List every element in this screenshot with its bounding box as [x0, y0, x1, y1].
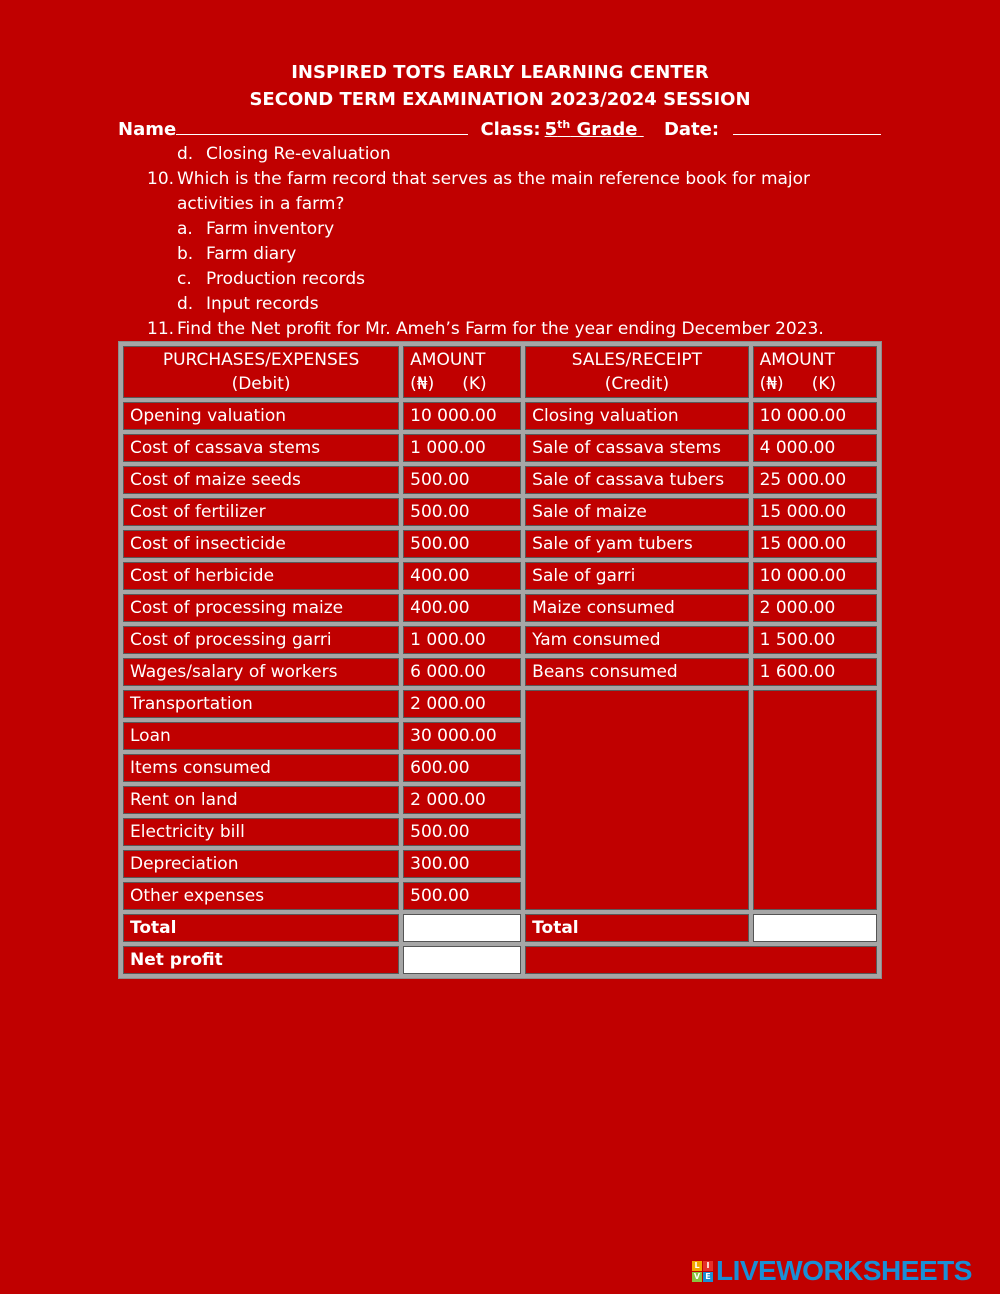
date-blank [733, 116, 881, 135]
debit-item: Cost of herbicide [123, 562, 399, 590]
logo-letter: V [693, 1271, 701, 1281]
debit-item: Wages/salary of workers [123, 658, 399, 686]
debit-amount: 10 000.00 [403, 402, 521, 430]
question-11-text: Find the Net profit for Mr. Ameh’s Farm for the year ending December 2023. [177, 319, 824, 339]
debit-item: Items consumed [123, 754, 399, 782]
credit-header-title: SALES/RECEIPT [571, 350, 703, 370]
option-letter: d. [177, 294, 194, 314]
debit-item: Cost of processing maize [123, 594, 399, 622]
naira-label: (₦) [759, 374, 784, 394]
debit-item: Opening valuation [123, 402, 399, 430]
net-profit-empty [525, 946, 877, 974]
class-number: 5 [544, 119, 558, 140]
debit-item: Cost of cassava stems [123, 434, 399, 462]
credit-item: Sale of yam tubers [525, 530, 748, 558]
table-row [123, 498, 877, 526]
credit-item: Sale of cassava stems [525, 434, 748, 462]
table-header-row [123, 346, 877, 398]
date-label: Date: [663, 119, 720, 140]
net-profit-cell[interactable] [403, 946, 521, 974]
debit-amount: 500.00 [403, 818, 521, 846]
debit-total-cell[interactable] [403, 914, 521, 942]
option-text: Farm diary [206, 244, 297, 264]
total-row [123, 914, 877, 942]
class-label: Class: [480, 119, 541, 140]
credit-amount-empty-block [753, 690, 877, 910]
debit-total-label: Total [123, 914, 399, 942]
credit-amount: 2 000.00 [753, 594, 877, 622]
debit-total-input[interactable] [404, 916, 520, 940]
credit-amount: 4 000.00 [753, 434, 877, 462]
debit-item: Cost of maize seeds [123, 466, 399, 494]
credit-amount: 15 000.00 [753, 498, 877, 526]
debit-item: Depreciation [123, 850, 399, 878]
net-profit-row [123, 946, 877, 974]
class-suffix: Grade [570, 119, 638, 140]
naira-label: (₦) [410, 374, 435, 394]
exam-title: SECOND TERM EXAMINATION 2023/2024 SESSION [249, 89, 751, 110]
debit-item: Rent on land [123, 786, 399, 814]
debit-item: Cost of fertilizer [123, 498, 399, 526]
farm-account-table [118, 341, 882, 979]
logo-letter: L [692, 1261, 702, 1271]
option-letter: a. [177, 219, 193, 239]
name-label: Name [118, 119, 177, 140]
table-row [123, 466, 877, 494]
debit-header [123, 346, 399, 398]
debit-amount: 400.00 [403, 562, 521, 590]
debit-amount: 1 000.00 [403, 434, 521, 462]
debit-amount: 30 000.00 [403, 722, 521, 750]
debit-item: Cost of processing garri [123, 626, 399, 654]
liveworksheets-logo [692, 1255, 972, 1287]
credit-item: Yam consumed [525, 626, 748, 654]
debit-amount: 500.00 [403, 882, 521, 910]
credit-amount: 1 600.00 [753, 658, 877, 686]
debit-item: Loan [123, 722, 399, 750]
credit-total-cell[interactable] [753, 914, 877, 942]
logo-letter: E [703, 1272, 713, 1282]
student-info-line [118, 116, 888, 140]
table-row [123, 562, 877, 590]
credit-item: Closing valuation [525, 402, 748, 430]
table-row [123, 658, 877, 686]
credit-amount: 15 000.00 [753, 530, 877, 558]
question-10-number: 10. [147, 169, 175, 189]
debit-amount: 600.00 [403, 754, 521, 782]
credit-amount: 10 000.00 [753, 562, 877, 590]
debit-amount-header [403, 346, 521, 398]
amount-header-title: AMOUNT [410, 350, 486, 370]
option-letter: c. [177, 269, 192, 289]
net-profit-input[interactable] [404, 948, 520, 972]
table-row [123, 402, 877, 430]
class-value [545, 119, 644, 140]
table-row [123, 434, 877, 462]
debit-amount: 500.00 [403, 498, 521, 526]
credit-item: Sale of garri [525, 562, 748, 590]
credit-empty-block [525, 690, 748, 910]
option-text: Farm inventory [206, 219, 335, 239]
credit-amount: 1 500.00 [753, 626, 877, 654]
option-letter: d. [177, 144, 194, 164]
debit-item: Transportation [123, 690, 399, 718]
credit-amount: 25 000.00 [753, 466, 877, 494]
question-11-number: 11. [147, 319, 175, 339]
option-text: Closing Re-evaluation [206, 144, 391, 164]
table-row [123, 530, 877, 558]
debit-item: Cost of insecticide [123, 530, 399, 558]
debit-amount: 2 000.00 [403, 690, 521, 718]
debit-amount: 2 000.00 [403, 786, 521, 814]
table-row [123, 594, 877, 622]
debit-amount: 300.00 [403, 850, 521, 878]
debit-header-title: PURCHASES/EXPENSES [162, 350, 360, 370]
debit-amount: 500.00 [403, 466, 521, 494]
kobo-label: (K) [811, 374, 837, 394]
credit-total-label: Total [525, 914, 748, 942]
logo-mark-icon [692, 1261, 713, 1282]
debit-amount: 400.00 [403, 594, 521, 622]
question-10-line2: activities in a farm? [177, 194, 345, 214]
table-row [123, 690, 877, 718]
credit-amount: 10 000.00 [753, 402, 877, 430]
credit-total-input[interactable] [754, 916, 876, 940]
debit-amount: 1 000.00 [403, 626, 521, 654]
debit-amount: 6 000.00 [403, 658, 521, 686]
school-title: INSPIRED TOTS EARLY LEARNING CENTER [291, 62, 709, 83]
logo-text: LIVEWORKSHEETS [716, 1255, 972, 1286]
amount-header-title: AMOUNT [759, 350, 835, 370]
credit-item: Sale of maize [525, 498, 748, 526]
credit-amount-header [753, 346, 877, 398]
table-row [123, 626, 877, 654]
credit-header-sub: (Credit) [604, 374, 670, 394]
credit-item: Sale of cassava tubers [525, 466, 748, 494]
option-text: Production records [206, 269, 366, 289]
option-letter: b. [177, 244, 194, 264]
name-blank [176, 116, 468, 135]
net-profit-label: Net profit [123, 946, 399, 974]
option-text: Input records [206, 294, 319, 314]
class-sup: th [557, 118, 571, 131]
debit-item: Electricity bill [123, 818, 399, 846]
kobo-label: (K) [462, 374, 487, 394]
logo-letter: I [703, 1261, 713, 1271]
question-10-line1: Which is the farm record that serves as the main reference book for major [177, 169, 811, 189]
credit-item: Maize consumed [525, 594, 748, 622]
credit-header [525, 346, 748, 398]
credit-item: Beans consumed [525, 658, 748, 686]
debit-item: Other expenses [123, 882, 399, 910]
debit-header-sub: (Debit) [231, 374, 291, 394]
debit-amount: 500.00 [403, 530, 521, 558]
